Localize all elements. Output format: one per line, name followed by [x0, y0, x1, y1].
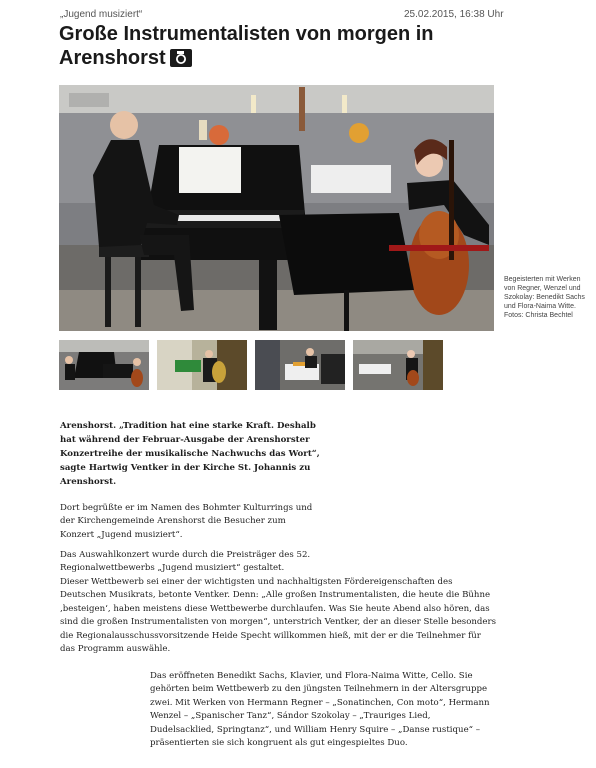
paragraph-1: Dort begrüßte er im Namen des Bohmter Kulturrings und der Kirchengemeinde Arenshorst die Besucher zum Konzert „Jugend musiziert“.	[60, 503, 313, 540]
article-title	[59, 22, 499, 70]
thumbnail-1[interactable]	[59, 340, 149, 390]
article-kicker: „Jugend musiziert“	[60, 9, 143, 20]
thumbnail-2[interactable]	[157, 340, 247, 390]
main-photo[interactable]	[59, 85, 494, 331]
paragraph-3: Das eröffneten Benedikt Sachs, Klavier, und Flora-Naima Witte, Cello. Sie gehörten beim Wettbewerb zu den jüngsten Teilnehmern in der Altersgruppe zwei. Mit Werken von Hermann Regner – „Sonatinchen, Con moto“, Hermann Wenzel – „Spanischer Tanz“, Sándor Szokolay – „Trauriges Lied, Dudelsacklied, Springtanz“, und William Henry Squire – „Danse rustique“ – präsentierten sie sich kongruent als gut eingespieltes Duo.	[150, 671, 490, 749]
article-lead: Arenshorst. „Tradition hat eine starke Kraft. Deshalb hat während der Februar-Ausgabe der Arenshorster Konzertreihe der musikalische Nachwuchs das Wort“, sagte Hartwig Ventker in der Kirche St. Johannis zu Arenshorst.	[60, 421, 320, 487]
photo-caption: Begeisterten mit Werken von Regner, Wenzel und Szokolay: Benedikt Sachs und Flora-Naima Witte. Fotos: Christa Bechtel	[504, 276, 585, 319]
thumbnail-3[interactable]	[255, 340, 345, 390]
camera-icon[interactable]	[170, 49, 192, 67]
article-title-text: Große Instrumentalisten von morgen in Arenshorst	[59, 23, 434, 69]
paragraph-2a: Das Auswahlkonzert wurde durch die Preisträger des 52. Regionalwettbewerbs „Jugend musiziert“ gestaltet.	[60, 550, 311, 574]
article-date: 25.02.2015, 16:38 Uhr	[404, 9, 504, 20]
paragraph-2b: Dieser Wettbewerb sei einer der wichtigsten und nachhaltigsten Fördereigenschaften des Deutschen Musikrats, betonte Ventker. Denn: „Alle großen Instrumentalisten, die heute die Bühne ‚besteigen‘, haben meistens diese Wettbewerbe durchlaufen. Was Sie heute Abend also hören, das sind die großen Instrumentalisten von morgen“, unterstrich Ventker, der an dieser Stelle besonders die Regionalausschussvorsitzende Heide Specht willkommen hieß, mit der er die Teilnehmer für das Programm auswähle.	[60, 577, 497, 655]
thumbnail-strip	[59, 340, 449, 390]
thumbnail-4[interactable]	[353, 340, 443, 390]
